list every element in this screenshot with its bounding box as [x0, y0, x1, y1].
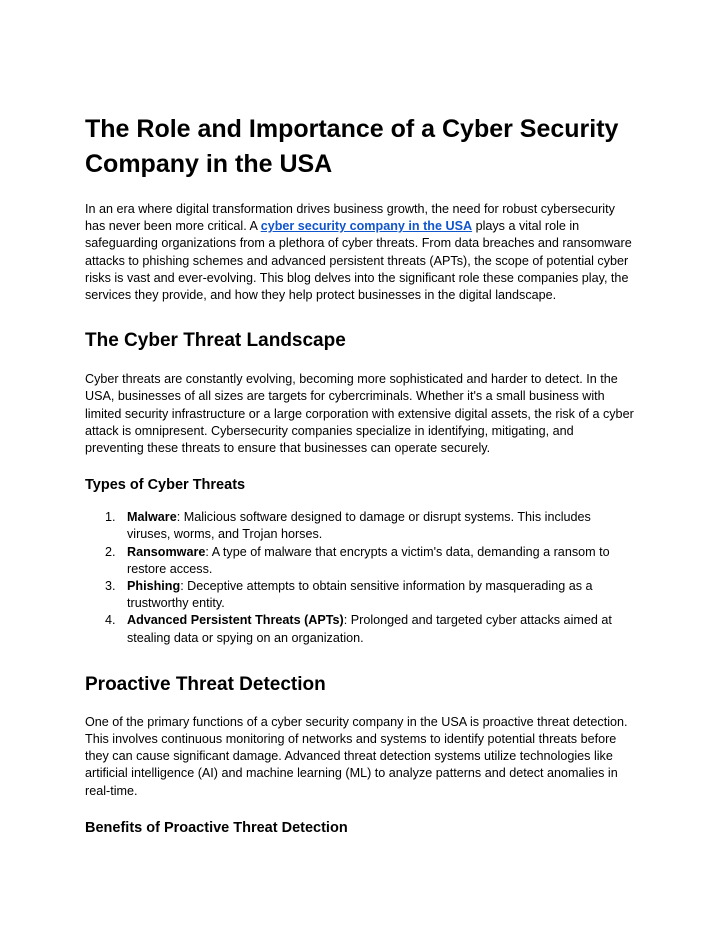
list-item-number: 1.: [105, 510, 116, 525]
cyber-security-company-link[interactable]: cyber security company in the USA: [260, 219, 473, 234]
list-item-number: 4.: [105, 613, 116, 628]
subheading-types-of-threats: Types of Cyber Threats: [85, 477, 246, 494]
list-item-term: Malware: [127, 510, 177, 525]
list-item-description: : Deceptive attempts to obtain sensitive information by masquerading as a trustworthy entity.: [127, 579, 593, 611]
subheading-benefits: Benefits of Proactive Threat Detection: [85, 819, 348, 836]
list-item: [85, 612, 634, 646]
section-heading-threat-landscape: The Cyber Threat Landscape: [85, 330, 346, 352]
list-item-term: Phishing: [127, 579, 181, 594]
list-item-number: 2.: [105, 544, 116, 559]
intro-text-before-link: In an era where digital transformation drives business growth, the need for robust cybersecurity has never been more critical. A: [85, 202, 615, 234]
list-item: [85, 578, 634, 612]
list-item-term: Ransomware: [127, 544, 206, 559]
list-item-number: 3.: [105, 579, 116, 594]
list-item-term: Advanced Persistent Threats (APTs): [127, 613, 344, 628]
list-item-description: : Prolonged and targeted cyber attacks aimed at stealing data or spying on an organization.: [127, 613, 612, 645]
intro-text-after-link: plays a vital role in safeguarding organizations from a plethora of cyber threats. From data breaches and ransomware attacks to phishing schemes and advanced persistent threats (APTs), the scope of potential cyber risks is vast and ever-evolving. This blog delves into the significant role these companies play, the services they provide, and how they help protect businesses in the digital landscape.: [85, 219, 632, 303]
section-heading-proactive-detection: Proactive Threat Detection: [85, 673, 326, 695]
threat-landscape-paragraph: Cyber threats are constantly evolving, becoming more sophisticated and harder to detect. In the USA, businesses of all sizes are targets for cybercriminals. Whether it's a small business with limited security infrastructure or a large corporation with extensive digital assets, the risk of a cyber attack is omnipresent. Cybersecurity companies specialize in identifying, mitigating, and preventing these threats to ensure that businesses can operate securely.: [85, 372, 634, 456]
threat-types-list: [85, 509, 634, 647]
proactive-detection-paragraph: One of the primary functions of a cyber security company in the USA is proactive threat detection. This involves continuous monitoring of networks and systems to identify potential threats before they can cause significant damage. Advanced threat detection systems utilize technologies like artificial intelligence (AI) and machine learning (ML) to analyze patterns and detect anomalies in real-time.: [85, 714, 628, 798]
list-item-description: : Malicious software designed to damage or disrupt systems. This includes viruses, worms, and Trojan horses.: [127, 510, 591, 542]
list-item-description: : A type of malware that encrypts a victim's data, demanding a ransom to restore access.: [127, 544, 610, 576]
list-item: [85, 544, 634, 578]
list-item: [85, 509, 634, 543]
page-title: The Role and Importance of a Cyber Security Company in the USA: [85, 115, 619, 178]
intro-paragraph: [85, 201, 634, 304]
